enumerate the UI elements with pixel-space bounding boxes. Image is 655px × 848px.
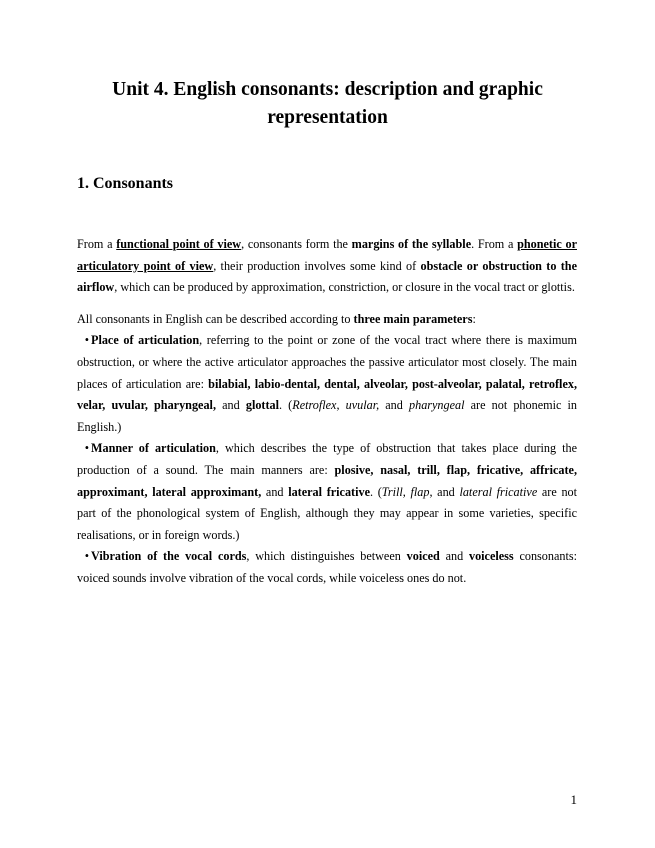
italic-trill-flap: Trill, flap, [381,484,433,499]
text-run: and [261,484,289,499]
document-title: Unit 4. English consonants: description and graphic representation [112,79,543,128]
italic-pharyngeal: pharyngeal [409,398,465,413]
term-vibration-vocal-cords: Vibration of the vocal cords [91,549,247,564]
text-run: and [379,398,409,413]
bullet-place-of-articulation [77,330,577,438]
text-run: , their production involves some kind of [213,258,421,273]
term-places-list: bilabial, labio-dental, dental, alveolar, post-alveolar, palatal, retroflex, velar, uvular, pharyngeal, [77,376,577,413]
text-run: , referring to the point or zone of the vocal tract where there is maximum obstruction, or where the active articulator approaches the passive articulator most closely. The main places of articulation are: [77,333,578,391]
text-run: and [439,549,469,564]
page-number: 1 [570,792,577,807]
text-run: , which can be produced by approximation, constriction, or closure in the vocal tract or glottis. [114,280,575,295]
term-glottal: glottal [245,398,280,413]
text-run: All consonants in English can be described according to [77,311,354,326]
paragraph-parameters-intro [77,309,577,331]
text-run: . From a [471,237,518,251]
italic-retroflex-uvular: Retroflex, uvular, [292,398,380,413]
term-phonetic-point-of-view: phonetic or articulatory point of view [77,237,577,273]
text-run: From a [77,237,117,251]
term-three-main-parameters: three main parameters [353,311,473,326]
text-run: , consonants form the [241,237,352,251]
paragraph-functional-phonetic [77,234,577,299]
bullet-vibration-vocal-cords [77,546,577,589]
text-run: are not part of the phonological system of English, although they may appear in some varieties, specific realisations, or in foreign words.) [77,484,578,542]
term-margins-of-syllable: margins of the syllable [351,237,472,251]
text-run: are not phonemic in English.) [77,398,577,434]
bullet-marker: • [84,549,89,564]
text-run: : [472,311,476,326]
text-run: consonants: voiced sounds involve vibration of the vocal cords, while voiceless ones do not. [77,549,577,585]
document-body [77,234,577,590]
bullet-manner-of-articulation [77,438,577,546]
term-obstacle-obstruction: obstacle or obstruction to the airflow [77,258,577,295]
text-run: and [432,484,460,499]
bullet-marker: • [84,333,89,348]
term-functional-point-of-view: functional point of view [116,237,242,251]
term-lateral-fricative: lateral fricative [288,484,370,499]
text-run: . ( [370,484,382,499]
text-run: , which distinguishes between [246,549,407,564]
term-voiced: voiced [406,549,440,564]
term-voiceless: voiceless [468,549,514,564]
text-run: . ( [279,398,293,413]
term-manner-of-articulation: Manner of articulation [91,441,216,456]
section-heading: 1. Consonants [77,175,174,192]
text-run: , which describes the type of obstruction that takes place during the production of a sound. The main manners are: [77,441,577,477]
bullet-marker: • [84,441,89,456]
term-manners-list: plosive, nasal, trill, flap, fricative, affricate, approximant, lateral approximant, [77,462,577,499]
italic-lateral-fricative: lateral fricative [459,484,538,499]
text-run: and [216,398,246,413]
term-place-of-articulation: Place of articulation [91,333,200,348]
